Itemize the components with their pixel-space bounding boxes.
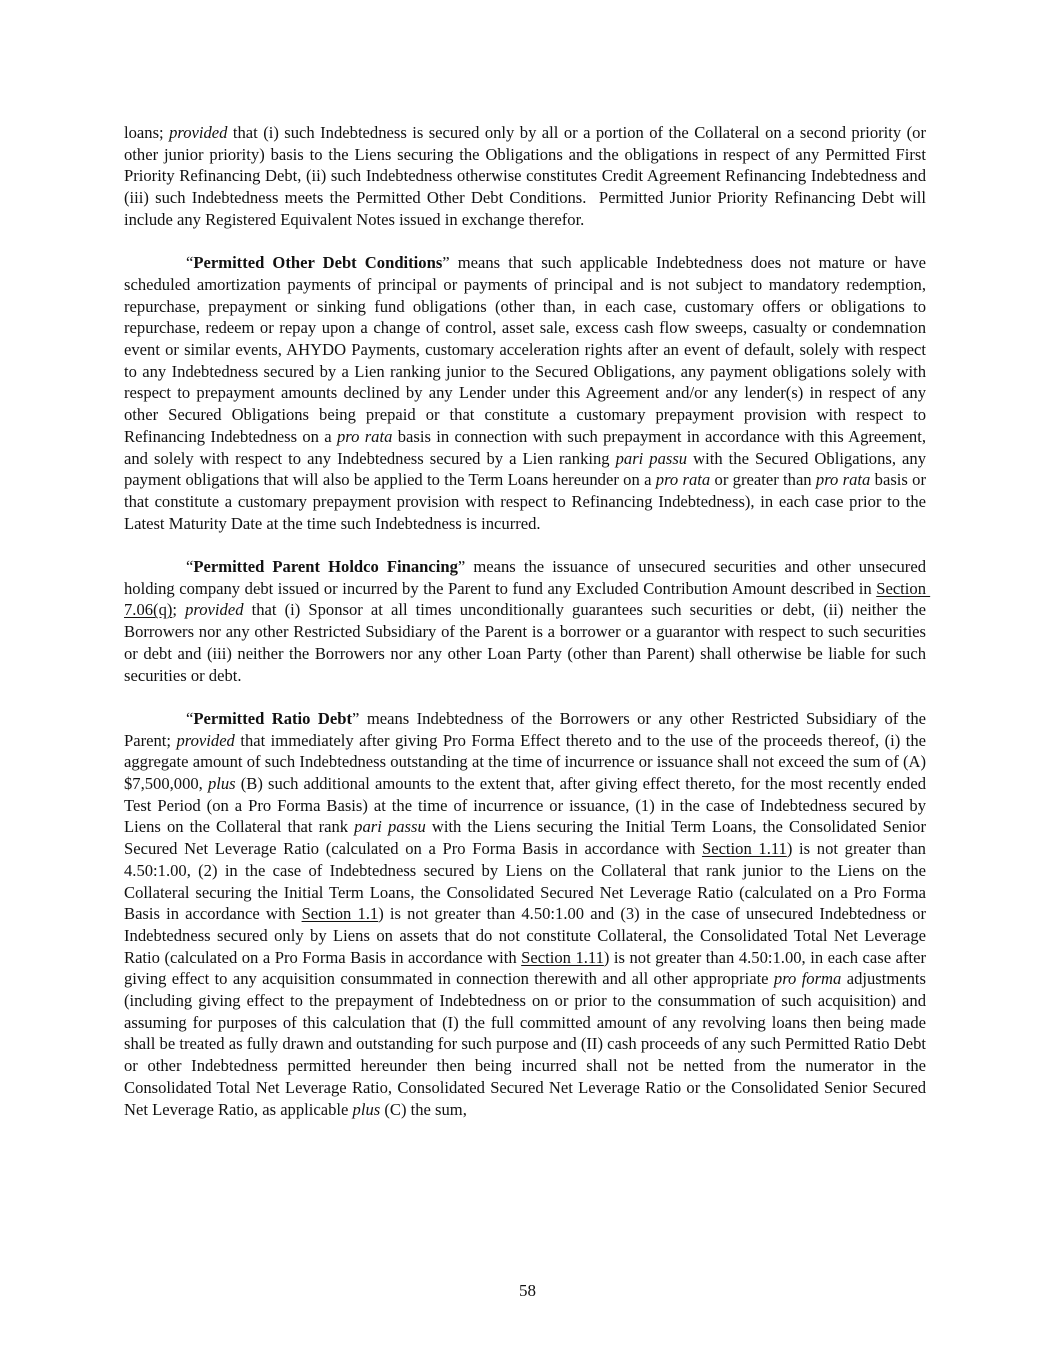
text-run: that immediately after giving Pro Forma Effect thereto and to the use of the proceeds thereof, (i) the aggregate amount of such Indebtedness outstanding at the time of incurrence or issuance shall not exceed the sum of (A) $7,500,000, xyxy=(124,730,931,794)
text-run: ; xyxy=(172,600,186,620)
page-number: 58 xyxy=(519,1281,536,1300)
text-run: ” means the issuance of unsecured securities and other unsecured holding company debt issued or incurred by the Parent to fund any Excluded Contribution Amount described in xyxy=(124,557,931,598)
text-run: “ xyxy=(186,253,194,273)
italic-term: provided xyxy=(169,123,228,142)
text-run: that (i) such Indebtedness is secured only by all or a portion of the Collateral on a second priority (or other junior priority) basis to the Liens securing the Obligations and the obligations in respect of any Permitted First Priority Refinancing Debt, (ii) such Indebtedness otherwise constitutes Credit Agreement Refinancing Indebtedness and (iii) such Indebtedness meets the Permitted Other Debt Conditions. Permitted Junior Priority Refinancing Debt will include any Registered Equivalent Notes issued in exchange therefor. xyxy=(124,123,931,229)
text-run: or greater than xyxy=(710,470,816,490)
section-reference-link: Section 1.1 xyxy=(301,904,379,924)
text-run: (B) such additional amounts to the extent that, after giving effect thereto, for the most recently ended Test Period (on a Pro Forma Basis) at the time of incurrence or issuance, (1) in the case of Indebtedness secured by Liens on the Collateral that rank xyxy=(124,774,931,837)
text-run: ” means that such applicable Indebtedness does not mature or have scheduled amortization payments of principal or payments of principal and is not subject to mandatory redemption, repurchase, prepayment or sinking fund obligations (other than, in each case, customary offers or obligations to repurchase, redeem or repay upon a change of control, asset sale, excess cash flow sweeps, casualty or condemnation event or similar events, AHYDO Payments, customary acceleration rights after an event of default, solely with respect to any Indebtedness secured by a Lien ranking junior to the Secured Obligations, any payment obligations solely with respect to prepayment amounts declined by any Lender under this Agreement and/or any lender(s) in respect of any other Secured Obligations being prepaid or that constitute a customary prepayment provision with respect to Refinancing Indebtedness on a xyxy=(124,253,931,446)
text-run: “ xyxy=(186,557,194,577)
italic-term: pari passu xyxy=(354,817,426,837)
text-run: (C) the sum, xyxy=(380,1099,467,1119)
text-run: ) is not greater than 4.50:1.00, (2) in the case of Indebtedness secured by Liens on the Collateral that rank junior to the Liens on the Collateral securing the Initial Term Loans, the Consolidated Secured Net Leverage Ratio (calculated on a Pro Forma Basis in accordance with xyxy=(124,839,931,924)
italic-term: pari passu xyxy=(615,448,688,468)
section-reference-link: Section 1.11 xyxy=(701,839,787,859)
paragraph-junior-priority-refinancing-debt-continuation xyxy=(124,122,931,231)
text-run: loans; xyxy=(124,123,170,142)
text-run: ) is not greater than 4.50:1.00 and (3) in the case of unsecured Indebtedness or Indebtedness secured only by Liens on assets that do not constitute Collateral, the Consolidated Total Net Leverage Ratio (calculated on a Pro Forma Basis in accordance with xyxy=(124,904,931,967)
defined-term: Permitted Parent Holdco Financing xyxy=(193,557,458,577)
text-run: ” means Indebtedness of the Borrowers or any other Restricted Subsidiary of the Parent; xyxy=(124,708,931,750)
section-reference-link: Section 1.11 xyxy=(521,947,604,967)
text-run: “ xyxy=(186,708,194,728)
defined-term: Permitted Other Debt Conditions xyxy=(193,253,443,273)
italic-term: provided xyxy=(185,600,244,620)
text-run: basis in connection with such prepayment in accordance with this Agreement, and solely with respect to any Indebtedness secured by a Lien ranking xyxy=(124,426,931,468)
italic-term: plus xyxy=(207,774,236,794)
text-run: adjustments (including giving effect to the prepayment of Indebtedness on or prior to the consummation of such acquisition) and assuming for purposes of this calculation that (I) the full committed amount of any revolving loans then being made shall be treated as fully drawn and outstanding for such purpose and (II) cash proceeds of any such Permitted Ratio Debt or other Indebtedness permitted hereunder then being incurred shall not be netted from the numerator in the Consolidated Total Net Leverage Ratio, Consolidated Secured Net Leverage Ratio or the Consolidated Senior Secured Net Leverage Ratio, as applicable xyxy=(124,969,931,1119)
italic-term: plus xyxy=(352,1099,381,1119)
paragraph-permitted-ratio-debt xyxy=(124,708,931,1120)
italic-term: provided xyxy=(176,730,235,750)
italic-term: pro rata xyxy=(815,470,871,490)
text-run: with the Secured Obligations, any payment obligations that will also be applied to the Term Loans hereunder on a xyxy=(124,448,931,490)
italic-term: pro rata xyxy=(336,426,393,446)
italic-term: pro rata xyxy=(655,470,711,490)
paragraph-permitted-parent-holdco-financing xyxy=(124,556,931,686)
text-run: with the Liens securing the Initial Term Loans, the Consolidated Senior Secured Net Leverage Ratio (calculated on a Pro Forma Basis in accordance with xyxy=(124,817,931,859)
italic-term: pro forma xyxy=(773,969,842,989)
text-run: that (i) Sponsor at all times unconditionally guarantees such securities or debt, (ii) neither the Borrowers nor any other Restricted Subsidiary of the Parent is a borrower or a guarantor with respect to such securities or debt and (iii) neither the Borrowers nor any other Loan Party (other than Parent) shall otherwise be liable for such securities or debt. xyxy=(124,600,931,685)
paragraph-permitted-other-debt-conditions xyxy=(124,252,931,534)
text-run: basis or that constitute a customary prepayment provision with respect to Refinancing Indebtedness), in each case prior to the Latest Maturity Date at the time such Indebtedness is incurred. xyxy=(124,470,931,533)
defined-term: Permitted Ratio Debt xyxy=(193,708,353,728)
section-reference-link: Section 7.06(q) xyxy=(124,578,931,620)
document-page xyxy=(124,122,931,1142)
text-run: ) is not greater than 4.50:1.00, in each case after giving effect to any acquisition consummated in connection therewith and all other appropriate xyxy=(124,947,931,989)
